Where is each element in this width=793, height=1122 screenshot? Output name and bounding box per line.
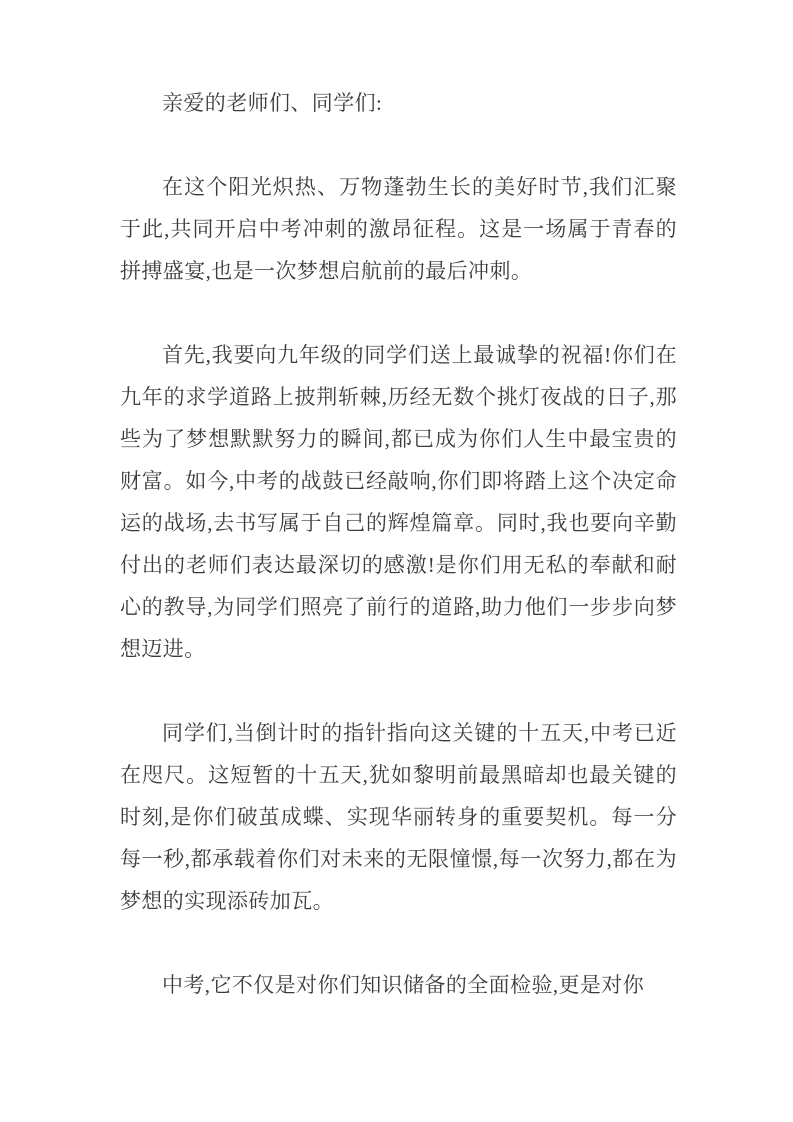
paragraph-countdown: 同学们,当倒计时的指针指向这关键的十五天,中考已近在咫尺。这短暂的十五天,犹如黎明前最黑暗却也最关键的时刻,是你们破茧成蝶、实现华丽转身的重要契机。每一分每一秒,都承载着你们对未来的无限憧憬,每一次努力,都在为梦想的实现添砖加瓦。 [120, 721, 677, 913]
document-body [120, 82, 677, 1006]
paragraph-blessing: 首先,我要向九年级的同学们送上最诚挚的祝福!你们在九年的求学道路上披荆斩棘,历经无数个挑灯夜战的日子,那些为了梦想默默努力的瞬间,都已成为你们人生中最宝贵的财富。如今,中考的战鼓已经敲响,你们即将踏上这个决定命运的战场,去书写属于自己的辉煌篇章。同时,我也要向辛勤付出的老师们表达最深切的感激!是你们用无私的奉献和耐心的教导,为同学们照亮了前行的道路,助力他们一步步向梦想迈进。 [120, 343, 677, 661]
paragraph-exam-truncated: 中考,它不仅是对你们知识储备的全面检验,更是对你 [162, 973, 645, 997]
paragraph-opening: 在这个阳光炽热、万物蓬勃生长的美好时节,我们汇聚于此,共同开启中考冲刺的激昂征程。这是一场属于青春的拼搏盛宴,也是一次梦想启航前的最后冲刺。 [120, 175, 677, 283]
salutation-line: 亲爱的老师们、同学们: [162, 91, 383, 115]
